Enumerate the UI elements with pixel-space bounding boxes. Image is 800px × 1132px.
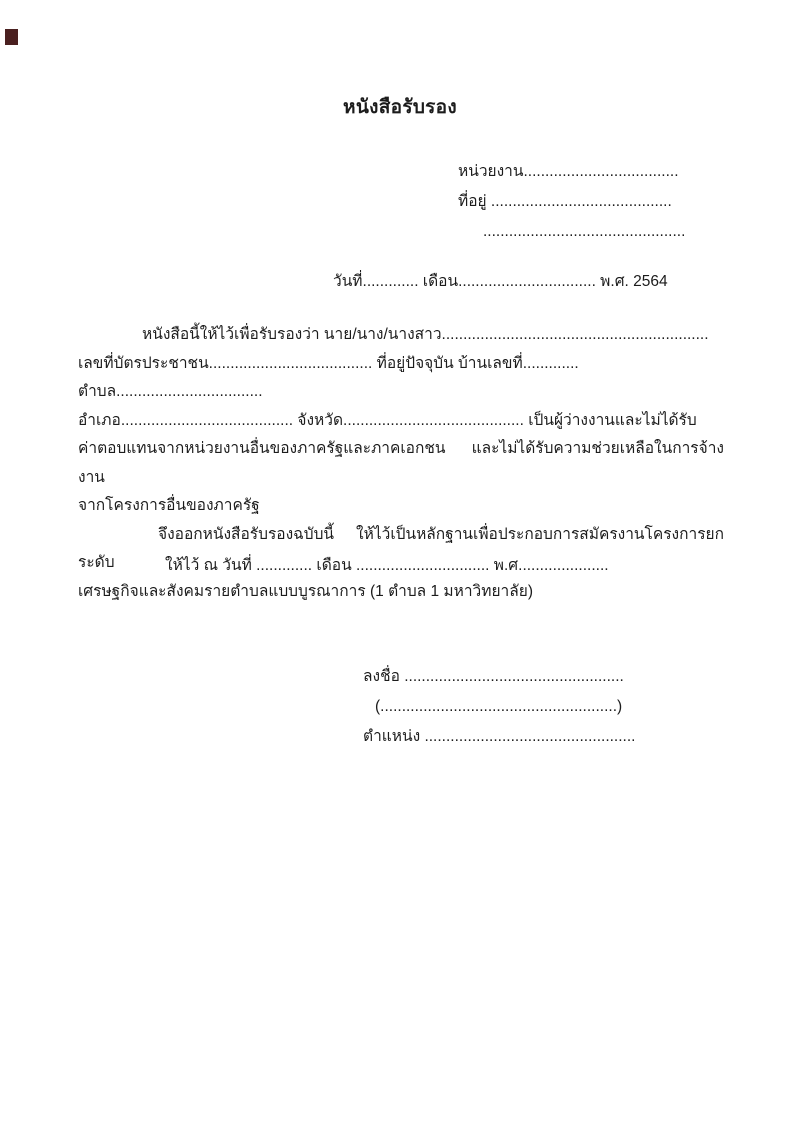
signature-block — [363, 662, 635, 752]
body-line: เลขที่บัตรประชาชน...................................... ที่อยู่ปัจจุบัน บ้านเลขที่............. ตำบล.................................. — [78, 354, 579, 400]
signature-name-line: (.......................................................) — [375, 698, 623, 715]
scan-artifact-mark — [5, 29, 18, 45]
document-title: หนังสือรับรอง — [343, 97, 457, 118]
issued-at-line: ให้ไว้ ณ วันที่ ............. เดือน ............................... พ.ศ..................... — [165, 557, 609, 574]
body-line: หนังสือนี้ให้ไว้เพื่อรับรองว่า นาย/นาง/นางสาว.............................................................. — [142, 326, 709, 343]
body-line: เศรษฐกิจและสังคมรายตำบลแบบบูรณาการ (1 ตำบล 1 มหาวิทยาลัย) — [78, 582, 533, 600]
signature-sign-line: ลงชื่อ ................................................... — [363, 668, 624, 685]
address-field-line-2: ............................................... — [483, 223, 686, 240]
body-line: อำเภอ........................................ จังหวัด.......................................... เป็นผู้ว่างงานและไม่ได้รับ — [78, 411, 697, 429]
agency-field-line: หน่วยงาน.................................... — [458, 163, 679, 180]
date-field-line: วันที่............. เดือน................................ พ.ศ. 2564 — [333, 273, 668, 290]
body-line: จากโครงการอื่นของภาครัฐ — [78, 497, 260, 514]
signature-position-line: ตำแหน่ง ................................................. — [363, 728, 636, 745]
agency-address-block — [458, 157, 685, 247]
address-field-line: ที่อยู่ .......................................... — [458, 193, 672, 210]
body-line: ค่าตอบแทนจากหน่วยงานอื่นของภาครัฐและภาคเอกชน และไม่ได้รับความช่วยเหลือในการจ้างงาน — [78, 440, 724, 486]
body-line: จึงออกหนังสือรับรองฉบับนี้ ให้ไว้เป็นหลักฐานเพื่อประกอบการสมัครงานโครงการยกระดับ — [78, 525, 724, 571]
